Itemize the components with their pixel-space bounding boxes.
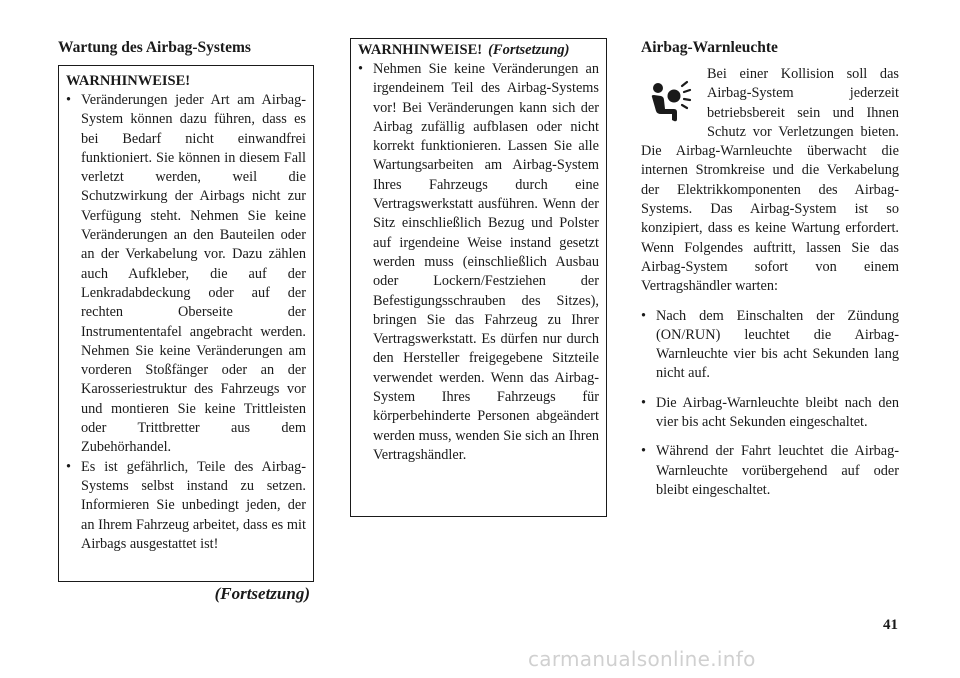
warning-bullet: • Veränderungen jeder Art am Airbag-System können dazu führen, dass es bei Bedarf nicht einwandfrei funktioniert. Sie können in diesem Fall verletzt werden, weil die Schutzwirkung der Airbags nicht zur Verfügung steht. Nehmen Sie keine Veränderungen an den Bauteilen oder an der Verkabelung vor. Dazu zählen auch Aufkleber, die auf der Lenkradabdeckung oder auf der rechten Oberseite der Instrumententafel angebracht werden. Nehmen Sie keine Veränderungen am vorderen Stoßfänger oder an der Karosseriestruktur des Fahrzeugs vor und montieren Sie keine Trittleisten oder Trittbretter aus dem Zubehörhandel. (66, 91, 306, 458)
warning-light-list (641, 307, 899, 501)
airbag-warning-icon-svg (641, 73, 703, 129)
warning-bullet: • Es ist gefährlich, Teile des Airbag-Systems selbst instand zu setzen. Informieren Sie unbedingt jeden, der an Ihrem Fahrzeug arbeitet, dass es mit Airbags ausgestattet ist! (66, 458, 306, 554)
continued-label: (Fortsetzung) (214, 584, 310, 603)
warning-box-1 (58, 65, 314, 582)
warning-heading: WARNHINWEISE! (66, 73, 191, 89)
list-item: • Nach dem Einschalten der Zündung (ON/RUN) leuchtet die Airbag-Warnleuchte vier bis acht Sekunden lang nicht auf. (641, 307, 899, 384)
section-title-airbag-warning-light: Airbag-Warnleuchte (641, 39, 778, 56)
column-1 (58, 38, 314, 604)
warning-box-2 (350, 38, 607, 517)
column-2 (350, 38, 607, 517)
list-item: • Die Airbag-Warnleuchte bleibt nach den vier bis acht Sekunden eingeschaltet. (641, 394, 899, 433)
warning-bullet: • Nehmen Sie keine Veränderungen an irgendeinem Teil des Airbag-Systems vor! Bei Veränderungen kann sich der Airbag zufällig aufblasen oder nicht korrekt funktionieren. Lassen Sie alle Wartungsarbeiten am Airbag-System Ihres Fahrzeugs durch eine Vertragswerkstatt ausführen. Wenn der Sitz einschließlich Bezug und Polster auf irgendeine Weise instand gesetzt werden muss (einschließlich Ausbau oder Lockern/Festziehen der Befestigungsschrauben des Sitzes), bringen Sie das Fahrzeug zu Ihrer Vertragswerkstatt. Es dürfen nur durch den Hersteller freigegebene Sitzteile verwendet werden. Wenn das Airbag-System Ihres Fahrzeugs für körperbehinderte Personen abgeändert werden muss, wenden Sie sich an Ihren Vertragshändler. (358, 60, 599, 465)
page-number: 41 (883, 617, 898, 633)
warning-heading-text: WARNHINWEISE! (358, 42, 483, 58)
airbag-warning-icon (641, 73, 703, 129)
warning-heading-continued (358, 41, 599, 60)
warning-list-1 (66, 91, 306, 554)
column-3 (641, 38, 899, 500)
section-title-airbag-maintenance: Wartung des Airbag-Systems (58, 39, 251, 56)
watermark: carmanualsonline.info (528, 647, 756, 671)
warning-list-2 (358, 60, 599, 465)
continued-tag: (Fortsetzung) (488, 42, 570, 58)
warning-light-paragraph: Bei einer Kollision soll das Airbag-System jederzeit betriebsbereit sein und Ihnen Schutz vor Verletzungen bieten. Die Airbag-Warnleuchte überwacht die internen Stromkreise und die Verkabelung der Elektrikkomponenten des Airbag-Systems. Das Airbag-System ist so konzipiert, dass es keine Wartung erfordert. Wenn Folgendes auftritt, lassen Sie das Airbag-System sofort von einem Vertragshändler warten: (641, 66, 899, 295)
list-item: • Während der Fahrt leuchtet die Airbag-Warnleuchte vorübergehend auf oder bleibt eingeschaltet. (641, 442, 899, 500)
